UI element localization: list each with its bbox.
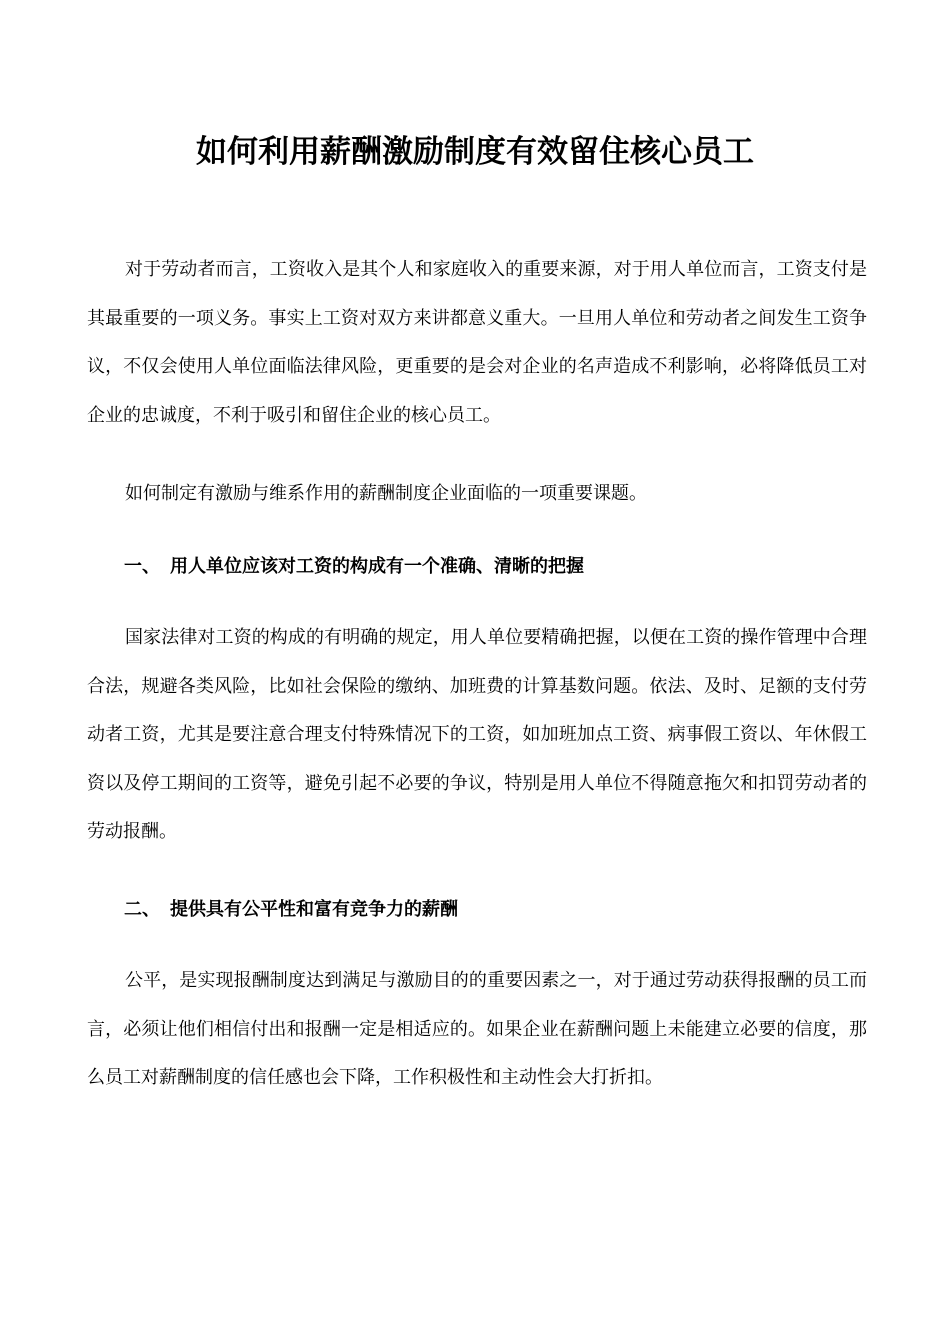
document-title: 如何利用薪酬激励制度有效留住核心员工: [196, 134, 754, 170]
section-2-paragraph: 公平，是实现报酬制度达到满足与激励目的的重要因素之一，对于通过劳动获得报酬的员工而言，必须让他们相信付出和报酬一定是相适应的。如果企业在薪酬问题上未能建立必要的信度，那么员工对薪酬制度的信任感也会下降，工作积极性和主动性会大打折扣。: [87, 970, 867, 1088]
section-2-heading-text: 提供具有公平性和富有竞争力的薪酬: [170, 899, 458, 920]
section-1-number: 一、: [124, 556, 160, 577]
section-1-heading: [124, 552, 864, 582]
section-1-heading-text: 用人单位应该对工资的构成有一个准确、清晰的把握: [170, 556, 584, 577]
intro-paragraph-1: 对于劳动者而言，工资收入是其个人和家庭收入的重要来源，对于用人单位而言，工资支付是其最重要的一项义务。事实上工资对双方来讲都意义重大。一旦用人单位和劳动者之间发生工资争议，不仅会使用人单位面临法律风险，更重要的是会对企业的名声造成不利影响，必将降低员工对企业的忠诚度，不利于吸引和留住企业的核心员工。: [87, 259, 867, 426]
section-1-paragraph: 国家法律对工资的构成的有明确的规定，用人单位要精确把握，以便在工资的操作管理中合理合法，规避各类风险，比如社会保险的缴纳、加班费的计算基数问题。依法、及时、足额的支付劳动者工资，尤其是要注意合理支付特殊情况下的工资，如加班加点工资、病事假工资以、年休假工资以及停工期间的工资等，避免引起不必要的争议，特别是用人单位不得随意拖欠和扣罚劳动者的劳动报酬。: [87, 627, 867, 842]
intro-paragraph-2: 如何制定有激励与维系作用的薪酬制度企业面临的一项重要课题。: [125, 483, 647, 504]
section-2-heading: [124, 895, 864, 925]
section-2-number: 二、: [124, 899, 160, 920]
